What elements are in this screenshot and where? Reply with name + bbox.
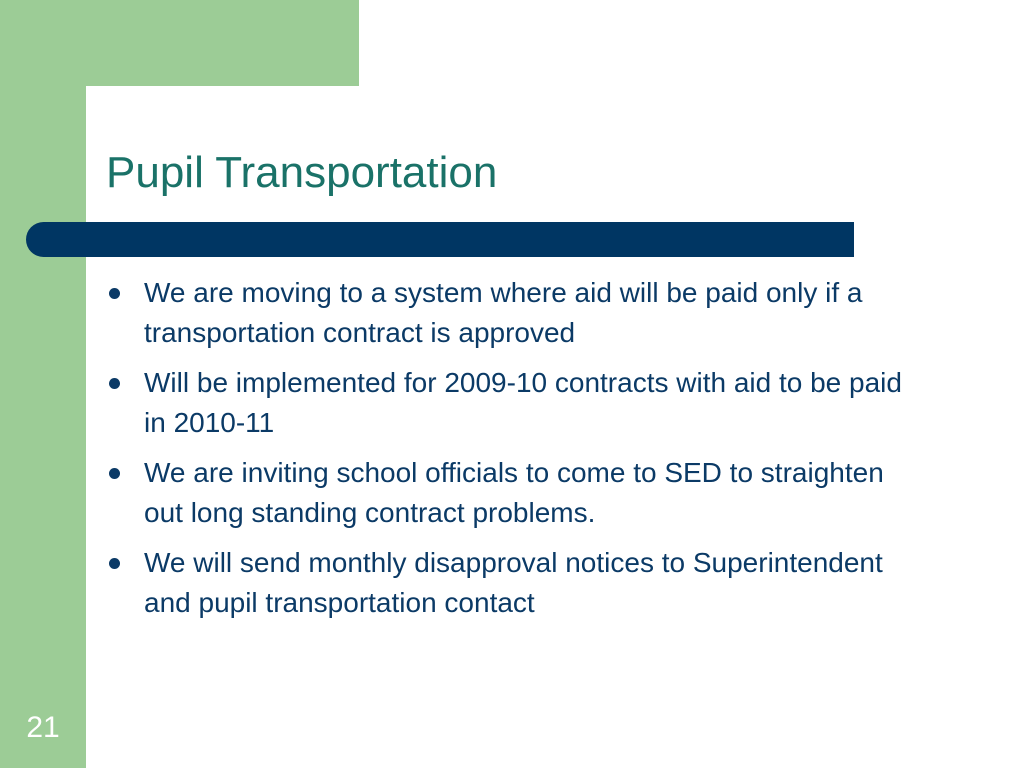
bullet-item	[105, 363, 915, 443]
bullet-dot-icon	[109, 288, 120, 299]
slide-title: Pupil Transportation	[106, 148, 498, 197]
page-number: 21	[26, 711, 60, 744]
bullet-text: We are moving to a system where aid will be paid only if a transportation contract is approved	[144, 277, 863, 348]
green-sidebar	[0, 0, 86, 768]
bullet-item	[105, 543, 915, 623]
title-underline-bar	[26, 222, 854, 257]
green-top-band	[0, 0, 359, 86]
bullet-dot-icon	[109, 558, 120, 569]
bullet-list	[105, 273, 915, 633]
bullet-item	[105, 273, 915, 353]
bullet-text: We are inviting school officials to come to SED to straighten out long standing contract problems.	[144, 457, 884, 528]
bullet-text: Will be implemented for 2009-10 contracts with aid to be paid in 2010-11	[144, 367, 902, 438]
bullet-dot-icon	[109, 468, 120, 479]
bullet-dot-icon	[109, 378, 120, 389]
bullet-text: We will send monthly disapproval notices to Superintendent and pupil transportation contact	[144, 547, 883, 618]
bullet-item	[105, 453, 915, 533]
